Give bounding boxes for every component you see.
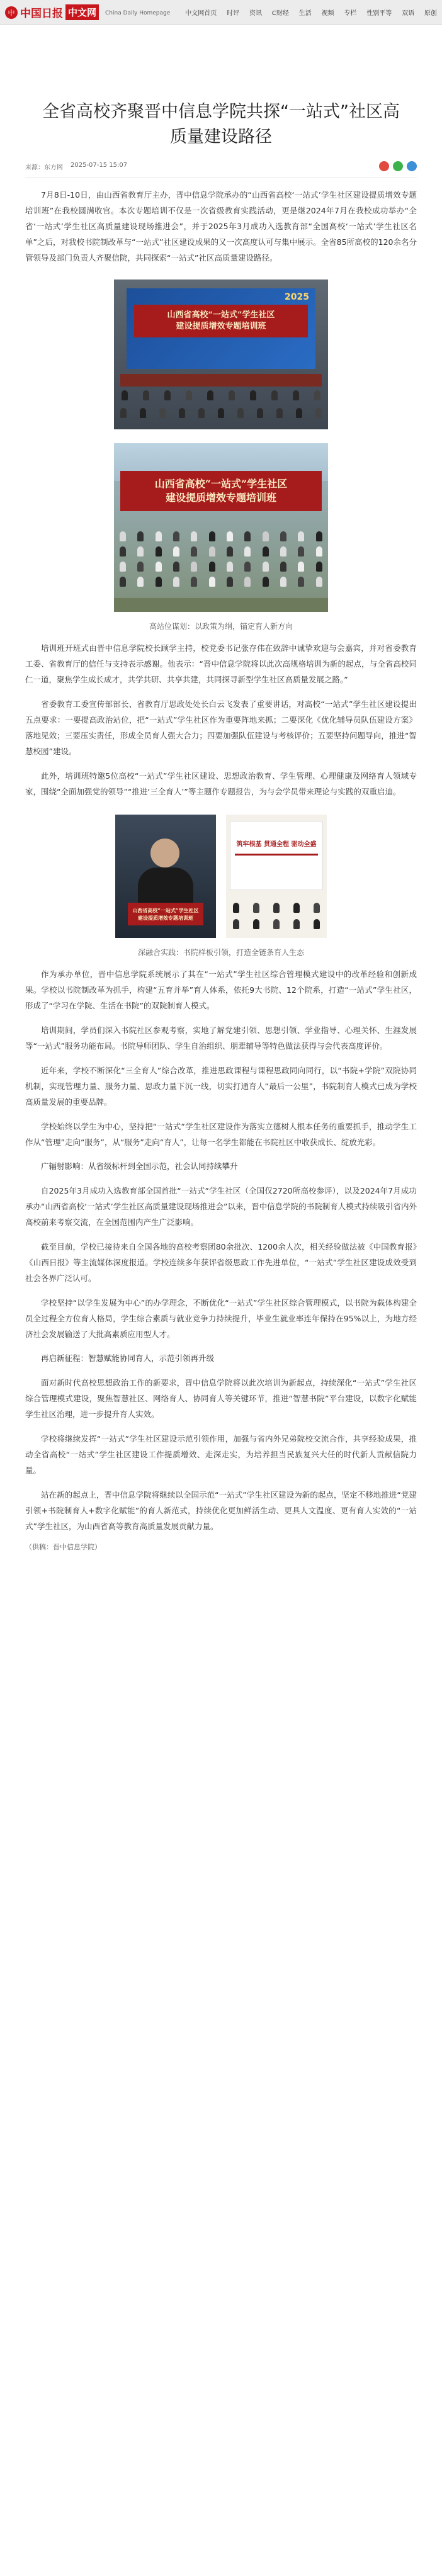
wechat-share-icon[interactable]	[393, 161, 403, 171]
group-banner	[120, 471, 322, 511]
photo-opening-ceremony	[114, 280, 328, 429]
slide-divider	[235, 854, 318, 856]
banner-line-2: 建设提质增效专题培训班	[176, 322, 266, 331]
stage-banner	[134, 305, 308, 337]
logo-cn-text: 中国日报	[20, 8, 63, 20]
group-row	[114, 577, 328, 588]
audience-row	[114, 408, 328, 419]
banner-line-1: 山西省高校“一站式”学生社区	[167, 310, 275, 320]
logo-box-text: 中文网	[65, 4, 99, 20]
china-daily-logo-icon: 中	[5, 6, 18, 19]
section-caption: 深融合实践：书院样板引领，打造全链条育人生态	[137, 948, 304, 957]
paragraph: 站在新的起点上，晋中信息学院将继续以全国示范“一站式”学生社区建设为新的起点，坚定不移地推进“党建引领+书院制育人+数字化赋能”的育人新范式，持续优化更加鲜活生动、更具人文温度、更有育人实效的“一站式”学生社区，为山西省高等教育高质量发展贡献力量。	[25, 1490, 417, 1531]
paragraph: 学校始终以学生为中心，坚持把“一站式”学生社区建设作为落实立德树人根本任务的重要抓手，推动学生工作从“管理”走向“服务”，从“服务”走向“育人”，让每一名学生都能在书院社区中收获成长、绽放光彩。	[25, 1122, 417, 1147]
paragraph: 7月8日-10日，由山西省教育厅主办，晋中信息学院承办的“山西省高校‘一站式’学生社区建设提质增效专题培训班”在我校圆满收官。本次专题培训不仅是一次省级教育实践活动，更是继2024年7月在我校成功举办“全省‘一站式’学生社区高质量建设现场推进会”，并于2025年3月成功入选教育部“全国高校‘一站式’学生社区名单”之后，对我校书院制改革与“一站式”社区建设成果的又一次高度认可与集中展示。全省85所高校的120余名分管领导及部门负责人齐聚信院，共同探索“一站式”社区高质量建设路径。	[25, 190, 417, 263]
article-footer-source: （供稿：晋中信息学院）	[25, 1543, 101, 1551]
publish-date: 2025-07-15 15:07	[71, 161, 128, 169]
banner-line-2: 建设提质增效专题培训班	[165, 492, 276, 504]
nav-item-commentary[interactable]: 时评	[227, 10, 240, 17]
podium-line-1: 山西省高校“一站式”学生社区	[132, 907, 199, 913]
nav-item-gender[interactable]: 性别平等	[366, 10, 392, 17]
audience-row	[114, 390, 328, 402]
site-logo[interactable]	[5, 4, 99, 20]
article-title: 全省高校齐聚晋中信息学院共探“一站式”社区高质量建设路径	[42, 102, 400, 147]
nav-item-column[interactable]: 专栏	[344, 10, 357, 17]
group-row	[114, 531, 328, 543]
paragraph: 面对新时代高校思想政治工作的新要求，晋中信息学院将以此次培训为新起点，持续深化“一站式”学生社区综合管理模式建设，聚焦智慧社区、网络育人、协同育人等关键环节，推进“智慧书院”平台建设，以数字化赋能学生社区治理，进一步提升育人实效。	[25, 1378, 417, 1419]
share-bar	[379, 161, 417, 171]
speaker-body	[138, 867, 193, 905]
section-heading: 广辐射影响：从省级标杆到全国示范，社会认同持续攀升	[41, 1161, 238, 1171]
paragraph: 学校坚持“以学生发展为中心”的办学理念，不断优化“一站式”学生社区综合管理模式，以书院为载体构建全员全过程全方位育人格局，学生综合素质与就业竞争力持续提升，毕业生就业率连年保持在95%以上，为地方经济社会发展输送了大批高素质应用型人才。	[25, 1298, 417, 1339]
article-header	[0, 25, 442, 150]
weibo-share-icon[interactable]	[379, 161, 389, 171]
nav-item-news[interactable]: 资讯	[249, 10, 262, 17]
slide-slogan: 筑牢根基 贯通全程 驱动全盛	[236, 841, 317, 848]
paragraph: 培训期间，学员们深入书院社区参观考察，实地了解党建引领、思想引领、学业指导、心理关怀、生涯发展等“一站式”服务功能布局。书院导师团队、学生自治组织、朋辈辅导等特色做法获得与会代表高度评价。	[25, 1025, 417, 1051]
audience-row	[226, 919, 327, 930]
banner-line-1: 山西省高校“一站式”学生社区	[154, 478, 288, 490]
nav-item-life[interactable]: 生活	[298, 10, 312, 17]
nav-item-original[interactable]: 原创	[424, 10, 437, 17]
ground-area	[114, 598, 328, 612]
qq-share-icon[interactable]	[407, 161, 417, 171]
source-label: 来源：	[25, 164, 44, 171]
main-nav	[176, 8, 437, 17]
podium-line-2: 建设提质增效专题培训班	[138, 915, 193, 921]
podium-sign	[128, 903, 203, 925]
group-row	[114, 562, 328, 573]
nav-item-bilingual[interactable]: 双语	[402, 10, 415, 17]
stage-table	[120, 374, 322, 387]
slide-screen	[230, 821, 323, 890]
speaker-head	[150, 839, 179, 867]
paragraph: 截至目前，学校已接待来自全国各地的高校考察团80余批次、1200余人次，相关经验做法被《中国教育报》《山西日报》等主流媒体深度报道。学校连续多年获评省级思政工作先进单位，“一站式”学生社区建设成效受到社会各界广泛认可。	[25, 1242, 417, 1283]
audience-row	[226, 903, 327, 914]
photo-slide	[226, 815, 327, 938]
paragraph: 培训班开班式由晋中信息学院校长顾学主持，校党委书记张存伟在致辞中诚挚欢迎与会嘉宾，并对省委教育工委、省教育厅的信任与支持表示感谢。他表示：“晋中信息学院将以此次高规格培训为新的起点，与全省高校同仁一道，聚焦学生成长成才，共学共研、共享共建，共同探寻新型学生社区高质量发展之路。”	[25, 643, 417, 684]
logo-en-text[interactable]: China Daily Homepage	[105, 9, 171, 16]
section-caption: 高站位谋划：以政策为纲，锚定育人新方向	[149, 622, 293, 631]
photo-speaker	[115, 815, 216, 938]
source-name: 东方网	[44, 164, 63, 171]
paragraph: 省委教育工委宣传部部长、省教育厅思政处处长白云飞发表了重要讲话，对高校“一站式”学生社区建设提出五点要求：一要提高政治站位，把“一站式”学生社区作为重要阵地来抓；二要深化《优化辅导员队伍建设方案》落地见效；三要压实责任，形成全员育人强大合力；四要加强队伍建设与考核评价；五要坚持问题导向，推进“智慧校园”建设。	[25, 699, 417, 756]
photo-pair	[25, 815, 417, 938]
group-row	[114, 546, 328, 558]
paragraph: 作为承办单位，晋中信息学院系统展示了其在“一站式”学生社区综合管理模式建设中的改革经验和创新成果。学校以书院制改革为抓手，构建“五育并举”育人体系，依托9大书院、12个院系，打造“一站式”学生社区，形成了“学习在学院、生活在书院”的双院制育人模式。	[25, 969, 417, 1010]
nav-item-finance[interactable]: C财经	[271, 10, 289, 17]
year-badge: 2025	[285, 292, 309, 302]
photo-group	[114, 443, 328, 612]
section-heading: 再启新征程：智慧赋能协同育人，示范引领再升级	[41, 1353, 215, 1363]
article-body	[0, 187, 442, 1552]
paragraph: 近年来，学校不断深化“三全育人”综合改革，推进思政课程与课程思政同向同行，以“书院+学院”双院协同机制，实现管理力量、服务力量、思政力量下沉一线，切实打通育人“最后一公里”，书院制育人模式已成为学校高质量发展的重要品牌。	[25, 1066, 417, 1107]
site-header	[0, 0, 442, 25]
article-meta	[25, 161, 417, 178]
nav-item-video[interactable]: 视频	[321, 10, 334, 17]
article-source-line	[25, 162, 127, 171]
paragraph: 学校将继续发挥“一站式”学生社区建设示范引领作用，加强与省内外兄弟院校交流合作，共享经验成果，推动全省高校“一站式”学生社区建设工作提质增效、走深走实，为培养担当民族复兴大任的时代新人贡献信院力量。	[25, 1434, 417, 1475]
paragraph: 自2025年3月成功入选教育部全国首批“一站式”学生社区（全国仅2720所高校参评），以及2024年7月成功承办“山西省高校‘一站式’学生社区高质量建设现场推进会”以来，晋中信息学院的书院制育人模式持续吸引省内外高校前来考察交流，在全国范围内产生广泛影响。	[25, 1186, 417, 1227]
paragraph: 此外，培训班特邀5位高校“一站式”学生社区建设、思想政治教育、学生管理、心理健康及网络育人领域专家，围绕“全面加强党的领导”“推进‘三全育人’”等主题作专题报告，为与会学员带来理论与实践的双重启迪。	[25, 771, 417, 796]
nav-item-home[interactable]: 中文网首页	[185, 10, 217, 17]
